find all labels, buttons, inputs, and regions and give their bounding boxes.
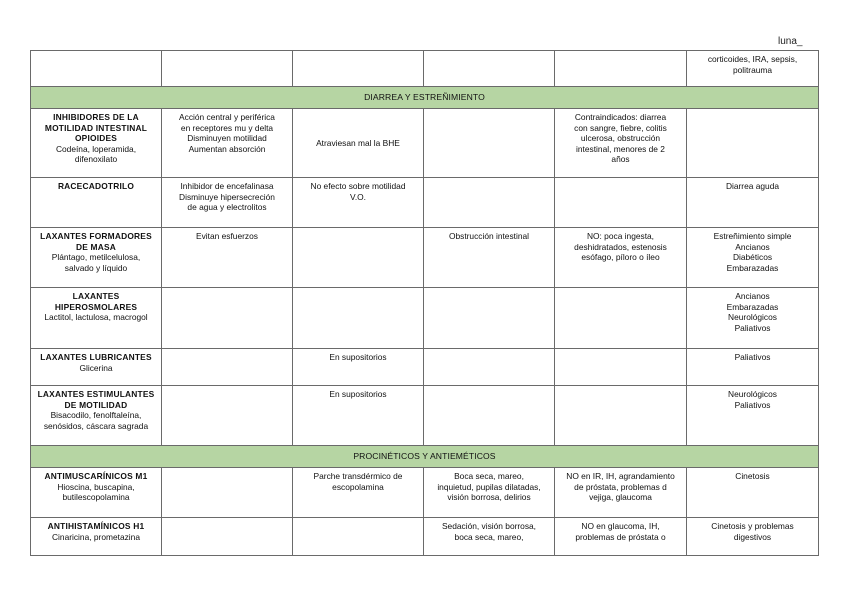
table-cell: [424, 51, 555, 87]
table-cell: [31, 51, 162, 87]
mechanism-cell: Acción central y periférica en receptores mu y delta Disminuyen motilidad Aumentan absorción: [162, 109, 293, 178]
mechanism-cell: [162, 349, 293, 386]
pk-cell: En supositorios: [293, 349, 424, 386]
table-cell: [162, 51, 293, 87]
table-row: [31, 109, 819, 178]
pk-cell: No efecto sobre motilidad V.O.: [293, 178, 424, 228]
section-title-diarrea: DIARREA Y ESTREÑIMIENTO: [31, 87, 819, 109]
drug-name-cell: LAXANTES HIPEROSMOLARES Lactitol, lactulosa, macrogol: [31, 288, 162, 349]
table-row: [31, 349, 819, 386]
table-row: [31, 228, 819, 288]
adverse-cell: Obstrucción intestinal: [424, 228, 555, 288]
table-cell: [555, 51, 687, 87]
pk-cell: En supositorios: [293, 386, 424, 446]
pk-cell: [293, 518, 424, 556]
adverse-cell: [424, 178, 555, 228]
indications-cell: Ancianos Embarazadas Neurológicos Paliativos: [687, 288, 819, 349]
indications-cell: Diarrea aguda: [687, 178, 819, 228]
section-title-procineticos: PROCINÉTICOS Y ANTIEMÉTICOS: [31, 446, 819, 468]
mechanism-cell: [162, 288, 293, 349]
indications-cell: Cinetosis: [687, 468, 819, 518]
pk-cell: [293, 288, 424, 349]
drug-name-cell: LAXANTES ESTIMULANTES DE MOTILIDAD Bisacodilo, fenolftaleína, senósidos, cáscara sagrada: [31, 386, 162, 446]
mechanism-cell: Inhibidor de encefalinasa Disminuye hipersecreción de agua y electrolitos: [162, 178, 293, 228]
table-cell: [293, 51, 424, 87]
table-row: [31, 51, 819, 87]
table-row: [31, 386, 819, 446]
drug-name-cell: LAXANTES LUBRICANTES Glicerina: [31, 349, 162, 386]
adverse-cell: [424, 386, 555, 446]
drug-name-cell: ANTIHISTAMÍNICOS H1 Cinaricina, prometazina: [31, 518, 162, 556]
table-row: [31, 468, 819, 518]
indications-cell: Cinetosis y problemas digestivos: [687, 518, 819, 556]
mechanism-cell: [162, 468, 293, 518]
adverse-cell: Sedación, visión borrosa, boca seca, mareo,: [424, 518, 555, 556]
author-name: luna_: [778, 36, 803, 47]
indications-cell: Estreñimiento simple Ancianos Diabéticos Embarazadas: [687, 228, 819, 288]
pk-cell: [293, 228, 424, 288]
mechanism-cell: [162, 518, 293, 556]
indications-cell: Paliativos: [687, 349, 819, 386]
table-row: [31, 178, 819, 228]
mechanism-cell: [162, 386, 293, 446]
contra-cell: Contraindicados: diarrea con sangre, fiebre, colitis ulcerosa, obstrucción intestinal, menores de 2 años: [555, 109, 687, 178]
table-row: [31, 288, 819, 349]
adverse-cell: Boca seca, mareo, inquietud, pupilas dilatadas, visión borrosa, delirios: [424, 468, 555, 518]
table-cell: corticoides, IRA, sepsis, politrauma: [687, 51, 819, 87]
pk-cell: Parche transdérmico de escopolamina: [293, 468, 424, 518]
indications-cell: [687, 109, 819, 178]
adverse-cell: [424, 288, 555, 349]
contra-cell: [555, 349, 687, 386]
drug-table: [30, 50, 819, 556]
drug-name-cell: ANTIMUSCARÍNICOS M1 Hioscina, buscapina, butilescopolamina: [31, 468, 162, 518]
section-header: [31, 446, 819, 468]
drug-name-cell: INHIBIDORES DE LA MOTILIDAD INTESTINAL OPIOIDES Codeína, loperamida, difenoxilato: [31, 109, 162, 178]
drug-name-cell: RACECADOTRILO: [31, 178, 162, 228]
mechanism-cell: Evitan esfuerzos: [162, 228, 293, 288]
contra-cell: NO: poca ingesta, deshidratados, estenosis esófago, píloro o íleo: [555, 228, 687, 288]
section-header: [31, 87, 819, 109]
contra-cell: NO en glaucoma, IH, problemas de próstata o: [555, 518, 687, 556]
contra-cell: NO en IR, IH, agrandamiento de próstata, problemas d vejiga, glaucoma: [555, 468, 687, 518]
adverse-cell: [424, 109, 555, 178]
contra-cell: [555, 288, 687, 349]
table-row: [31, 518, 819, 556]
pk-cell: Atraviesan mal la BHE: [293, 109, 424, 178]
indications-cell: Neurológicos Paliativos: [687, 386, 819, 446]
drug-name-cell: LAXANTES FORMADORES DE MASA Plántago, metilcelulosa, salvado y líquido: [31, 228, 162, 288]
adverse-cell: [424, 349, 555, 386]
contra-cell: [555, 178, 687, 228]
contra-cell: [555, 386, 687, 446]
